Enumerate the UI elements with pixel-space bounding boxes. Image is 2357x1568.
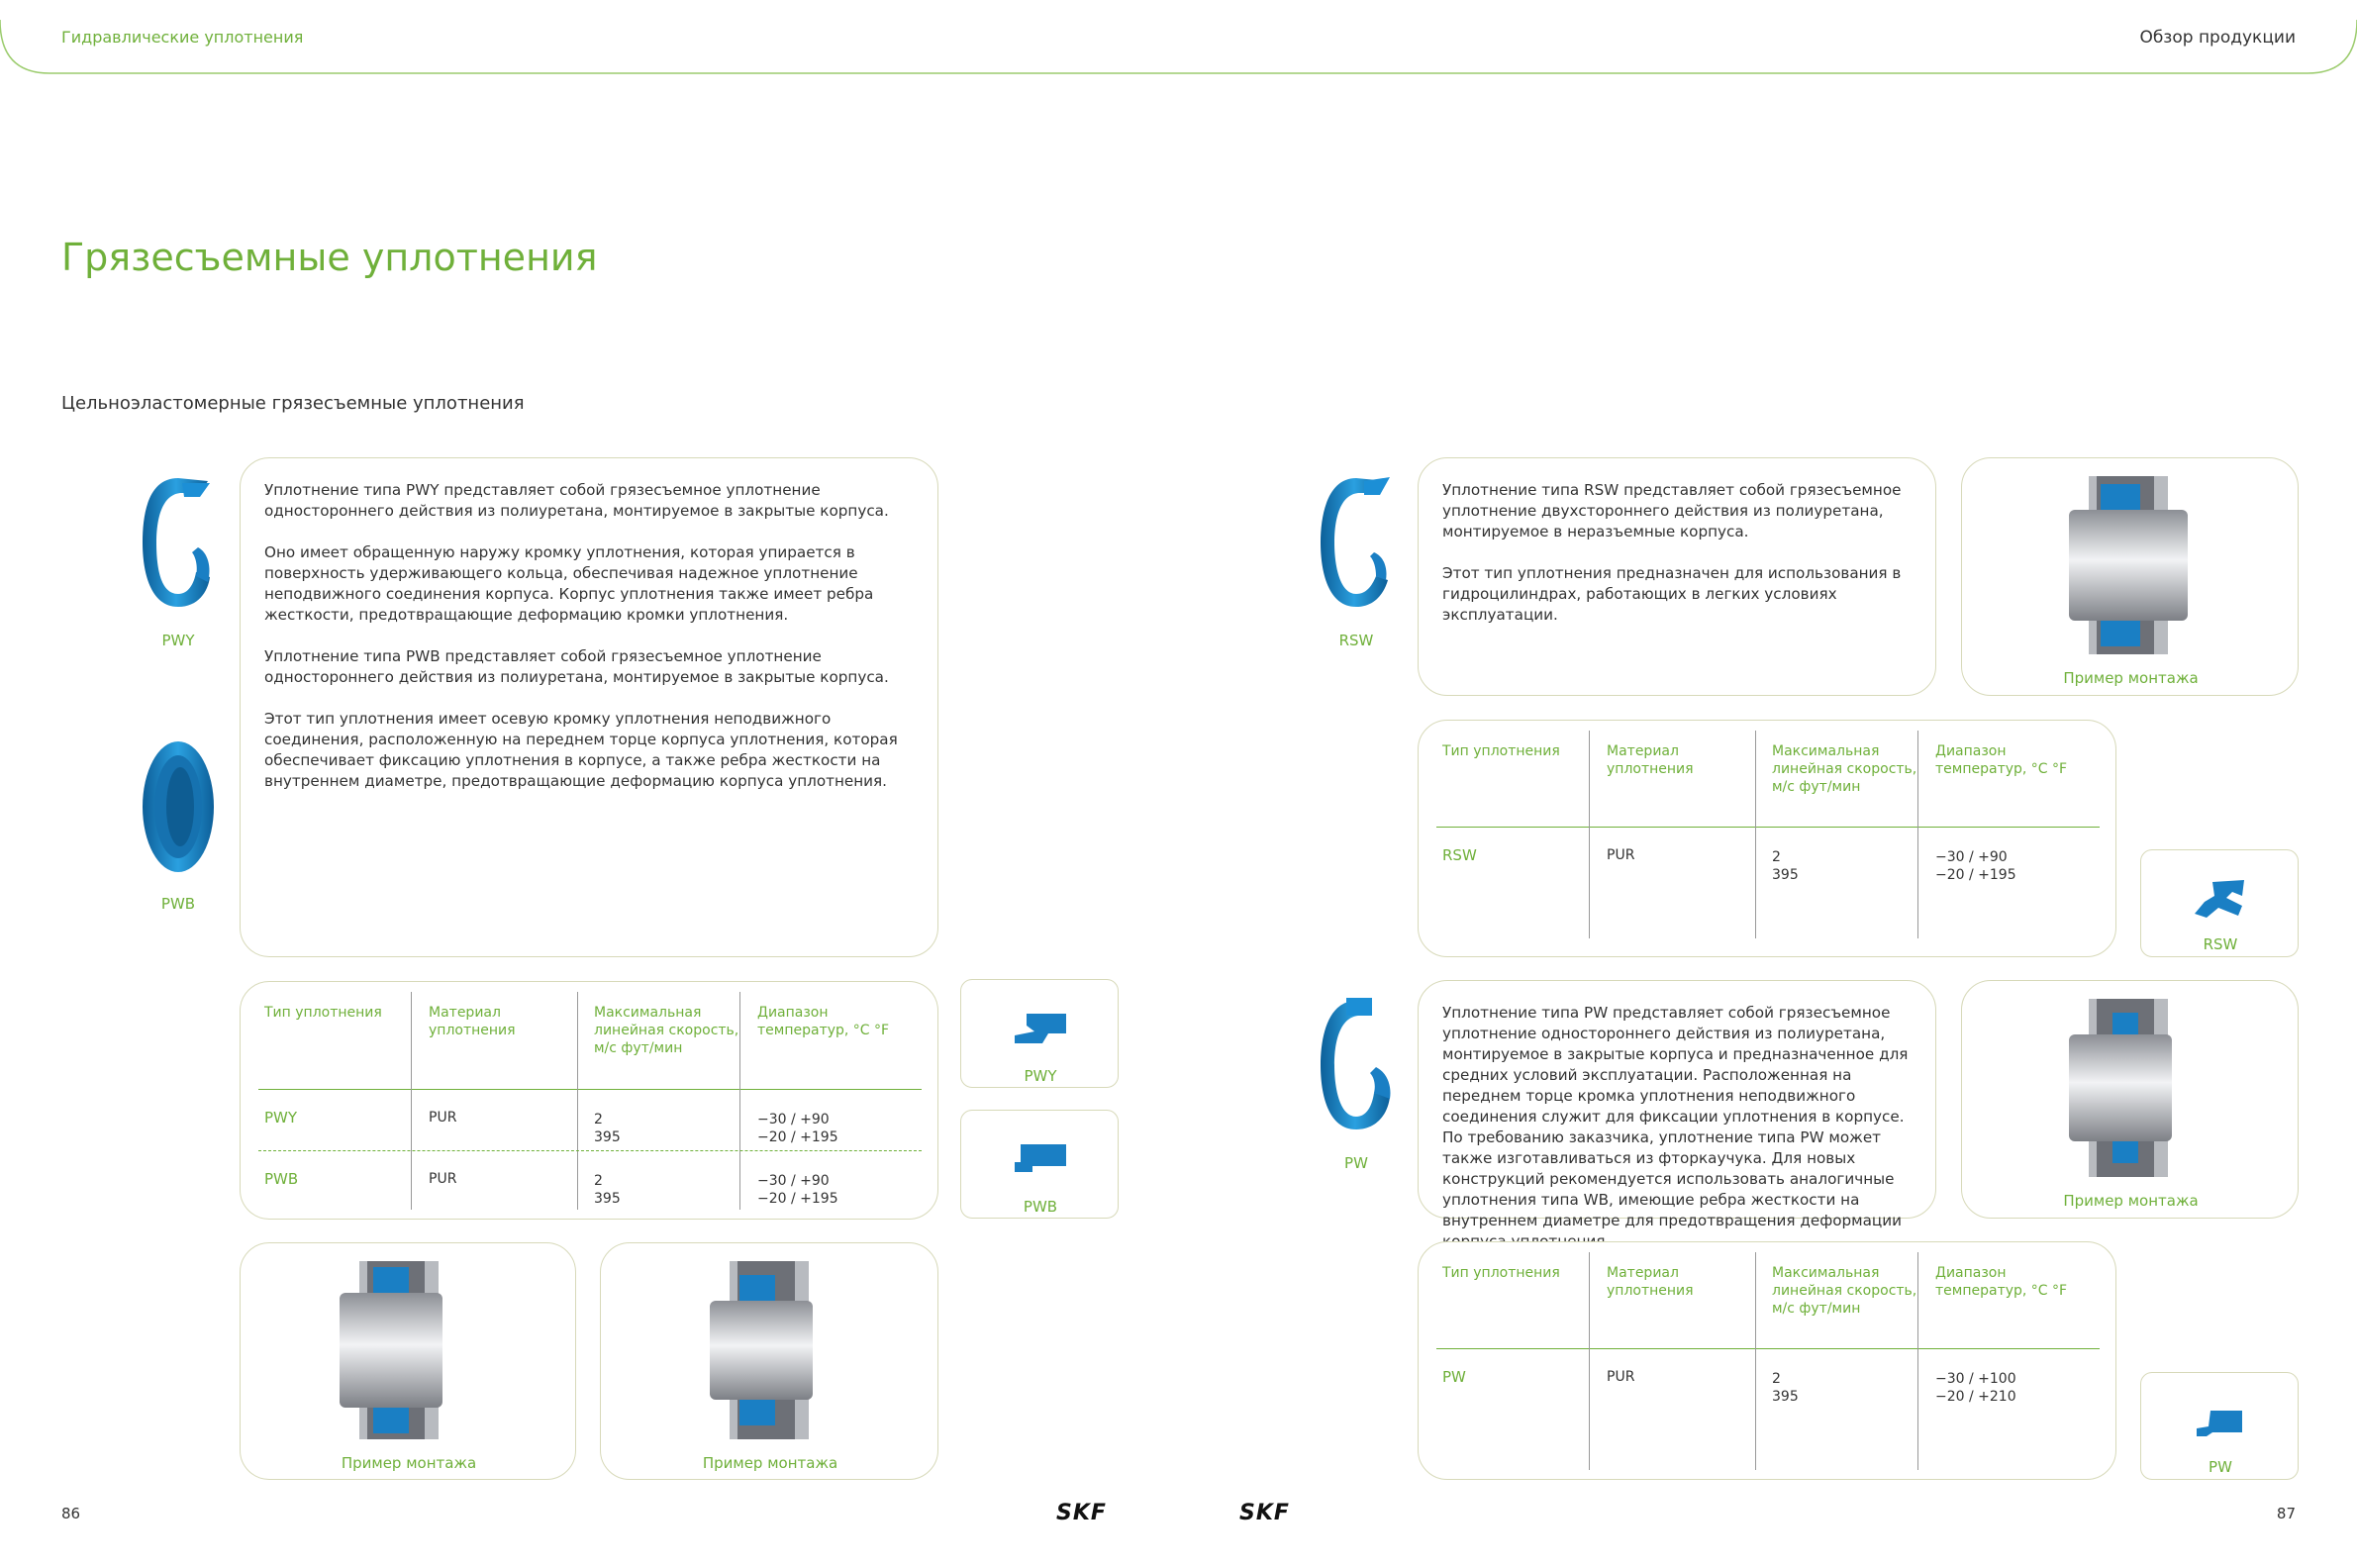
row-divider xyxy=(258,1150,922,1151)
table-cell-type: PW xyxy=(1442,1368,1466,1386)
pwy-profile-box xyxy=(960,979,1119,1088)
page-title: Грязесъемные уплотнения xyxy=(61,236,598,279)
table-cell-material: PUR xyxy=(1607,847,1635,863)
rsw-profile-icon xyxy=(2193,880,2246,920)
table-cell-speed: 395 xyxy=(594,1129,621,1145)
desc-paragraph: Уплотнение типа RSW представляет собой грязесъемное уплотнение двухстороннего действия из полиуретана, монтируемое в неразъемные корпуса. xyxy=(1442,481,1902,540)
table-cell-speed: 395 xyxy=(1772,867,1799,883)
pwy-mounting-diagram xyxy=(340,1261,478,1439)
skf-logo: SKF xyxy=(1239,1501,1290,1525)
pwb-mounting-example-box xyxy=(600,1242,938,1480)
rsw-seal-image xyxy=(1317,473,1396,612)
rsw-description-box xyxy=(1418,457,1936,696)
rsw-table-box xyxy=(1418,720,2116,957)
pwb-mounting-diagram xyxy=(710,1261,848,1439)
desc-paragraph: Уплотнение типа PW представляет собой грязесъемное уплотнение одностороннего действия из полиуретана, монтируемое в закрытые корпуса и предназначенное для средних условий эксплуатации. Расположенная на переднем торце кромка уплотнения неподвижного соединения служит для фиксации уплотнения в корпусе. По требованию заказчика, уплотнение типа PW может также изготавливаться из фторкаучука. Для новых конструкций рекомендуется использовать аналогичные уплотнения типа WB, имеющие ребра жесткости на внутреннем диаметре для предотвращения деформации xyxy=(1442,1004,1909,1229)
pwb-seal-image xyxy=(139,737,218,876)
col-divider xyxy=(411,992,412,1210)
desc-paragraph: Уплотнение типа PWB представляет собой грязесъемное уплотнение одностороннего действия из полиуретана, монтируемое в закрытые корпуса. xyxy=(264,647,889,686)
header-temp: Диапазон температур, °C °F xyxy=(1935,1265,2068,1299)
table-cell-temp: −20 / +195 xyxy=(1935,867,2016,883)
col-divider xyxy=(739,992,740,1210)
table-cell-speed: 2 xyxy=(594,1173,603,1189)
spec-table xyxy=(241,982,939,1221)
header-type: Тип уплотнения xyxy=(1442,1265,1560,1281)
page-number-right: 87 xyxy=(2276,1505,2296,1522)
col-divider xyxy=(1589,731,1590,938)
table-cell-temp: −30 / +100 xyxy=(1935,1371,2016,1387)
header-temp: Диапазон температур, °C °F xyxy=(757,1005,890,1038)
table-cell-temp: −20 / +210 xyxy=(1935,1389,2016,1405)
section-header: Гидравлические уплотнения xyxy=(61,28,304,47)
col-divider xyxy=(1917,1252,1918,1470)
header-speed: Максимальная линейная скорость, м/с фут/мин xyxy=(594,1005,739,1056)
pwy-profile-icon xyxy=(1013,1010,1068,1043)
table-cell-temp: −30 / +90 xyxy=(757,1173,830,1189)
pwb-label: PWB xyxy=(160,895,196,913)
mounting-caption: Пример монтажа xyxy=(702,1454,838,1472)
desc-paragraph: Уплотнение типа PWY представляет собой грязесъемное уплотнение одностороннего действия из полиуретана, монтируемое в закрытые корпуса. xyxy=(264,481,889,520)
col-divider xyxy=(1917,731,1918,938)
header-frame xyxy=(0,0,2357,75)
col-divider xyxy=(1755,731,1756,938)
table-cell-material: PUR xyxy=(429,1110,457,1126)
desc-paragraph: Этот тип уплотнения предназначен для использования в гидроцилиндрах, работающих в легких условиях эксплуатации. xyxy=(1442,564,1902,624)
table-cell-temp: −30 / +90 xyxy=(1935,849,2008,865)
pwy-seal-image xyxy=(139,473,218,612)
mounting-caption: Пример монтажа xyxy=(2063,1192,2199,1210)
skf-logo: SKF xyxy=(1056,1501,1107,1525)
header-type: Тип уплотнения xyxy=(1442,743,1560,759)
table-divider xyxy=(258,1089,922,1090)
pw-label: PW xyxy=(1344,1154,1368,1172)
pw-seal-image xyxy=(1317,996,1396,1134)
table-cell-type: PWY xyxy=(264,1109,298,1127)
header-type: Тип уплотнения xyxy=(264,1005,382,1021)
pw-table-box xyxy=(1418,1241,2116,1480)
pwy-pwb-description-box xyxy=(240,457,938,957)
mounting-caption: Пример монтажа xyxy=(2063,669,2199,687)
header-speed: Максимальная линейная скорость, м/с фут/мин xyxy=(1772,1265,1917,1317)
spec-table xyxy=(1419,1242,2117,1481)
desc-paragraph: Этот тип уплотнения имеет осевую кромку уплотнения неподвижного соединения, расположенную на переднем торце корпуса уплотнения, которая обеспечивает фиксацию уплотнения в корпусе, а также ребра жесткости на внутреннем диаметре, предотвращающие деформацию корпуса уплотнения. xyxy=(264,710,898,790)
header-speed: Максимальная линейная скорость, м/с фут/мин xyxy=(1772,743,1917,795)
pwb-profile-label: PWB xyxy=(1023,1198,1058,1216)
table-cell-speed: 395 xyxy=(1772,1389,1799,1405)
pw-description-box xyxy=(1418,980,1936,1229)
col-divider xyxy=(1755,1252,1756,1470)
table-cell-speed: 2 xyxy=(594,1112,603,1127)
desc-paragraph: Оно имеет обращенную наружу кромку уплотнения, которая упирается в поверхность удерживающего кольца, обеспечивая надежное уплотнение неподвижного соединения корпуса. Корпус уплотнения также имеет ребра жесткости, предотвращающие деформацию кромки уплотнения. xyxy=(264,543,874,624)
table-cell-material: PUR xyxy=(1607,1369,1635,1385)
table-cell-type: RSW xyxy=(1442,846,1477,864)
pwy-profile-label: PWY xyxy=(1024,1067,1057,1085)
pwy-label: PWY xyxy=(161,632,195,649)
section-subtitle: Цельноэластомерные грязесъемные уплотнения xyxy=(61,393,525,414)
header-temp: Диапазон температур, °C °F xyxy=(1935,743,2068,777)
header-material: Материал уплотнения xyxy=(1607,1265,1694,1299)
rsw-profile-box xyxy=(2140,849,2299,957)
rsw-label: RSW xyxy=(1338,632,1374,649)
rsw-mounting-example-box xyxy=(1961,457,2299,696)
col-divider xyxy=(1589,1252,1590,1470)
pw-mounting-example-box xyxy=(1961,980,2299,1219)
page-number-left: 86 xyxy=(61,1505,81,1522)
rsw-profile-label: RSW xyxy=(2203,935,2238,953)
table-divider xyxy=(1436,827,2100,828)
pw-profile-icon xyxy=(2195,1409,2244,1436)
table-cell-temp: −20 / +195 xyxy=(757,1191,838,1207)
table-cell-temp: −20 / +195 xyxy=(757,1129,838,1145)
table-cell-speed: 2 xyxy=(1772,849,1781,865)
header-material: Материал уплотнения xyxy=(1607,743,1694,777)
header-material: Материал уплотнения xyxy=(429,1005,516,1038)
table-cell-material: PUR xyxy=(429,1171,457,1187)
pw-mounting-diagram xyxy=(2069,999,2208,1177)
table-divider xyxy=(1436,1348,2100,1349)
pwy-mounting-example-box xyxy=(240,1242,576,1480)
col-divider xyxy=(577,992,578,1210)
spec-table xyxy=(1419,721,2117,958)
table-cell-speed: 395 xyxy=(594,1191,621,1207)
table-cell-type: PWB xyxy=(264,1170,299,1188)
table-cell-temp: −30 / +90 xyxy=(757,1112,830,1127)
pw-profile-label: PW xyxy=(2209,1458,2232,1476)
pw-profile-box xyxy=(2140,1372,2299,1480)
chapter-header: Обзор продукции xyxy=(2139,28,2296,48)
pwb-profile-icon xyxy=(1013,1142,1068,1174)
table-cell-speed: 2 xyxy=(1772,1371,1781,1387)
rsw-mounting-diagram xyxy=(2069,476,2208,654)
pwb-profile-box xyxy=(960,1110,1119,1219)
pwy-pwb-table-box xyxy=(240,981,938,1220)
mounting-caption: Пример монтажа xyxy=(341,1454,477,1472)
